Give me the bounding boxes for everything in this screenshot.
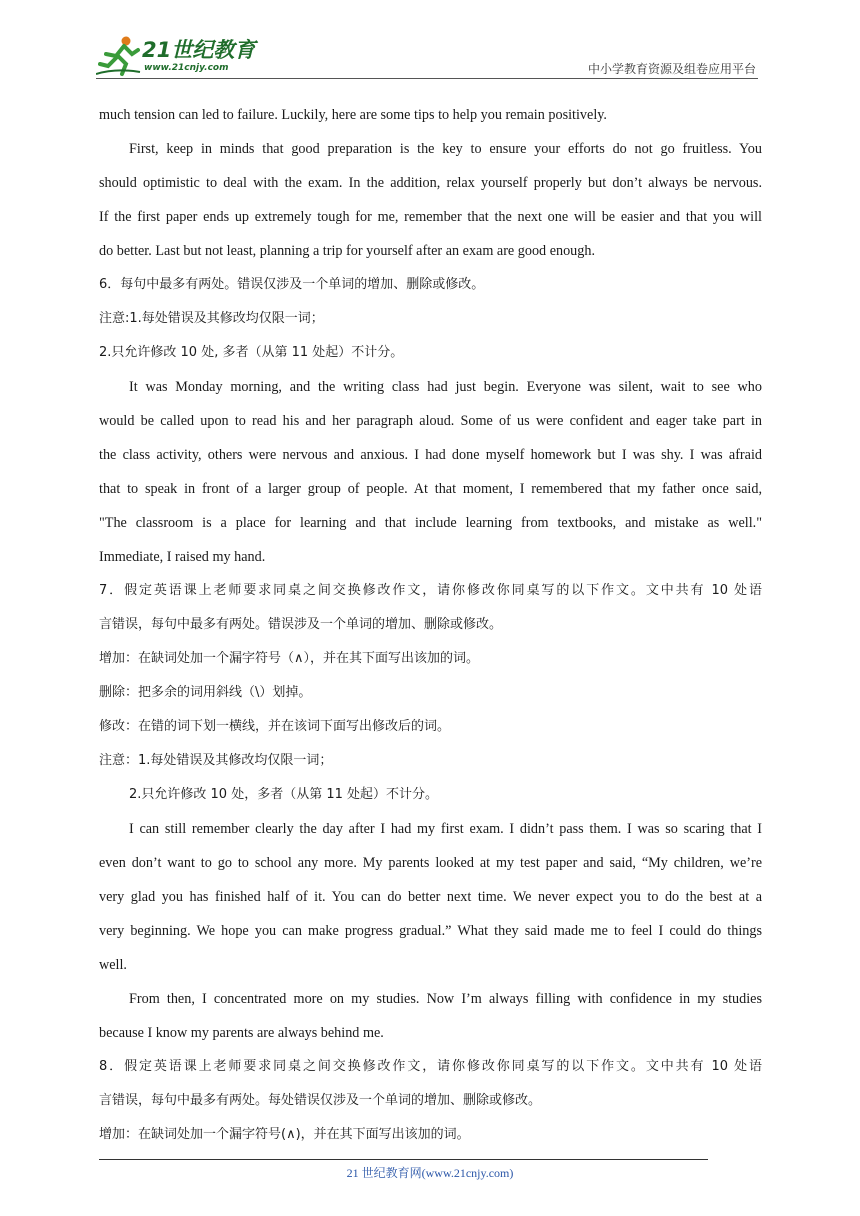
instruction-line: 删除：把多余的词用斜线（\）划掉。: [99, 685, 312, 700]
text-line: "The classroom is a place for learning and that include learning from textbooks, and mistake as well.": [99, 515, 762, 531]
footer-link[interactable]: 21 世纪教育网(www.21cnjy.com): [346, 1166, 514, 1180]
text-line: would be called upon to read his and her paragraph aloud. Some of us were confident and eager take part in: [99, 413, 762, 429]
note-line: 2.只允许修改 10 处, 多者（从第 11 处起）不计分。: [99, 345, 404, 360]
text-line: From then, I concentrated more on my studies. Now I’m always filling with confidence in my studies: [129, 991, 762, 1007]
text-line: very glad you has finished half of it. You can do better next time. We never expect you to do the best at a: [99, 889, 762, 905]
text-line: even don’t want to go to school any more. My parents looked at my test paper and said, “My children, we’re: [99, 855, 762, 871]
instruction-line: 言错误，每句中最多有两处。错误涉及一个单词的增加、删除或修改。: [99, 617, 503, 632]
question-6-heading: 6．每句中最多有两处。错误仅涉及一个单词的增加、删除或修改。: [99, 277, 485, 292]
instruction-line: 言错误，每句中最多有两处。每处错误仅涉及一个单词的增加、删除或修改。: [99, 1093, 542, 1108]
text-line: well.: [99, 957, 127, 973]
instruction-line: 修改：在错的词下划一横线，并在该词下面写出修改后的词。: [99, 719, 451, 734]
text-line: It was Monday morning, and the writing class had just begin. Everyone was silent, wait to see who: [129, 379, 762, 395]
header-divider: [96, 78, 758, 79]
note-line: 注意:1.每处错误及其修改均仅限一词；: [99, 311, 324, 326]
text-line: If the first paper ends up extremely tough for me, remember that the next one will be easier and that you will: [99, 209, 762, 225]
footer-divider: [99, 1159, 708, 1160]
platform-title: 中小学教育资源及组卷应用平台: [587, 62, 756, 76]
note-line: 注意：1.每处错误及其修改均仅限一词；: [99, 753, 333, 768]
runner-icon: [96, 34, 142, 78]
text-line: much tension can led to failure. Luckily, here are some tips to help you remain positively.: [99, 107, 607, 123]
logo-url: www.21cnjy.com: [144, 63, 229, 73]
text-line: do better. Last but not least, planning a trip for yourself after an exam are good enough.: [99, 243, 596, 259]
text-line: First, keep in minds that good preparation is the key to ensure your efforts do not go fruitless. You: [129, 141, 762, 157]
note-line: 2.只允许修改 10 处，多者（从第 11 处起）不计分。: [129, 787, 439, 802]
text-line: the class activity, others were nervous and anxious. I had done myself homework but I was shy. I was afraid: [99, 447, 762, 463]
text-line: that to speak in front of a larger group of people. At that moment, I remembered that my father once said,: [99, 481, 762, 497]
text-line: because I know my parents are always behind me.: [99, 1025, 384, 1041]
site-logo[interactable]: [96, 34, 266, 80]
text-line: I can still remember clearly the day after I had my first exam. I didn’t pass them. I was so scaring that I: [129, 821, 762, 837]
text-line: very beginning. We hope you can make progress gradual.” What they said made me to feel I could do things: [99, 923, 762, 939]
text-line: should optimistic to deal with the exam. In the addition, relax yourself properly but don’t always be nervous.: [99, 175, 762, 191]
instruction-line: 增加：在缺词处加一个漏字符号(∧)，并在其下面写出该加的词。: [99, 1127, 470, 1142]
document-body: [99, 98, 762, 1152]
text-line: Immediate, I raised my hand.: [99, 549, 266, 565]
logo-text: 21世纪教育: [142, 38, 256, 62]
question-8-heading: 8．假定英语课上老师要求同桌之间交换修改作文，请你修改你同桌写的以下作文。文中共有 10 处语: [99, 1059, 762, 1074]
instruction-line: 增加：在缺词处加一个漏字符号（∧），并在其下面写出该加的词。: [99, 651, 480, 666]
question-7-heading: 7．假定英语课上老师要求同桌之间交换修改作文，请你修改你同桌写的以下作文。文中共有 10 处语: [99, 583, 762, 598]
